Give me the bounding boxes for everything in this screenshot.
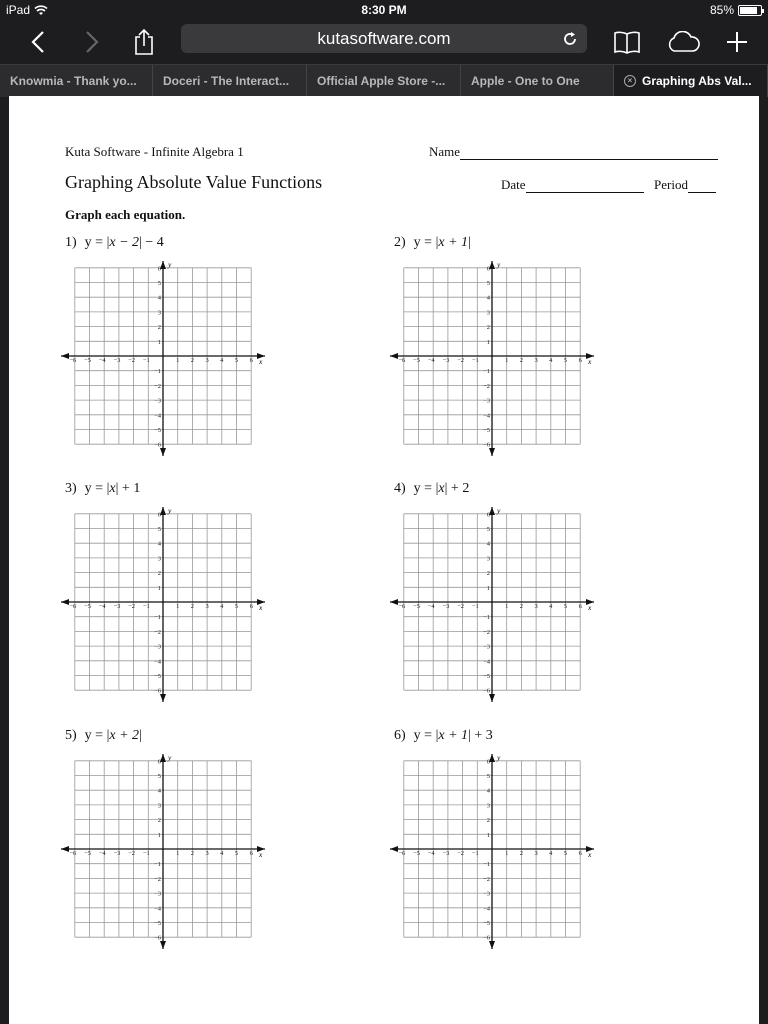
reload-icon	[563, 32, 577, 46]
y-axis-arrow-down	[160, 694, 166, 702]
x-tick-label: −3	[442, 603, 450, 610]
tab-knowmia[interactable]	[0, 65, 153, 97]
y-tick-label: 1	[486, 338, 490, 346]
y-tick-label: −2	[483, 875, 490, 883]
y-tick-label: 6	[486, 265, 490, 273]
abs-bar: |	[139, 235, 146, 250]
equation-constant: + 1	[121, 481, 141, 496]
y-tick-label: −3	[154, 890, 161, 898]
problem-number: 6)	[394, 728, 406, 743]
y-tick-label: −5	[154, 427, 161, 434]
x-tick-label: 1	[505, 357, 509, 364]
problem-equation	[414, 728, 493, 743]
y-tick-label: −6	[483, 441, 490, 449]
y-tick-label: −4	[483, 905, 490, 913]
y-tick-label: 3	[157, 309, 161, 317]
x-tick-label: 4	[220, 603, 224, 610]
x-tick-label: 5	[563, 357, 568, 364]
period-field	[654, 177, 716, 193]
x-tick-label: −2	[128, 603, 136, 610]
y-tick-label: 6	[486, 511, 490, 519]
abs-bar: |	[103, 728, 110, 743]
x-axis-label: x	[588, 603, 592, 612]
abs-argument: x − 2	[109, 235, 140, 250]
y-tick-label: 5	[157, 280, 161, 287]
x-tick-label: −3	[442, 850, 450, 857]
y-axis-label: y	[497, 260, 501, 269]
x-tick-label: −2	[457, 357, 465, 364]
y-tick-label: 6	[486, 758, 490, 766]
problem-equation	[414, 481, 470, 496]
x-tick-label: 3	[534, 850, 538, 857]
worksheet-page	[9, 96, 759, 1024]
close-tab-icon[interactable]: ×	[624, 75, 636, 87]
y-tick-label: 1	[486, 584, 490, 592]
y-tick-label: 6	[157, 511, 161, 519]
chevron-left-icon	[31, 30, 45, 54]
tab-bar	[0, 64, 768, 97]
abs-bar: |	[432, 481, 439, 496]
name-blank	[460, 145, 718, 160]
x-tick-label: −1	[142, 603, 150, 610]
y-tick-label: 1	[157, 338, 161, 346]
x-tick-label: 2	[519, 603, 524, 610]
y-tick-label: −6	[154, 687, 161, 695]
x-tick-label: −1	[471, 850, 479, 857]
abs-argument: x + 1	[438, 728, 469, 743]
page-title: Graphing Absolute Value Functions	[65, 172, 323, 192]
y-tick-label: 4	[486, 540, 490, 548]
x-tick-label: 2	[190, 357, 195, 364]
x-axis-arrow-left	[61, 353, 69, 359]
problem-equation	[85, 481, 141, 496]
y-tick-label: −4	[483, 658, 490, 666]
x-axis-label: x	[259, 357, 263, 366]
x-tick-label: −5	[413, 357, 420, 364]
x-tick-label: −2	[457, 850, 465, 857]
abs-bar: |	[432, 235, 439, 250]
x-tick-label: −4	[427, 357, 435, 364]
y-axis-arrow-down	[160, 941, 166, 949]
y-tick-label: −3	[483, 890, 490, 898]
x-tick-label: −6	[398, 357, 406, 364]
y-tick-label: 5	[157, 773, 161, 780]
x-tick-label: 3	[205, 357, 209, 364]
status-time: 8:30 PM	[361, 3, 407, 17]
abs-bar: |	[432, 728, 439, 743]
x-tick-label: −5	[84, 357, 91, 364]
y-tick-label: −6	[483, 687, 490, 695]
equation-lhs: y =	[413, 728, 433, 743]
abs-bar: |	[468, 235, 471, 250]
y-tick-label: −4	[154, 412, 161, 420]
x-tick-label: 3	[534, 357, 538, 364]
x-tick-label: 5	[234, 850, 239, 857]
x-tick-label: 3	[534, 603, 538, 610]
period-label: Period	[654, 177, 688, 192]
date-label: Date	[501, 177, 526, 192]
y-tick-label: −1	[154, 614, 161, 622]
y-tick-label: −1	[483, 614, 490, 622]
y-axis-arrow-down	[489, 448, 495, 456]
y-tick-label: −3	[154, 397, 161, 405]
coordinate-grid[interactable]	[58, 752, 268, 952]
x-tick-label: 6	[249, 850, 253, 857]
tab-label: Official Apple Store -...	[317, 74, 446, 88]
x-axis-arrow-left	[61, 599, 69, 605]
x-tick-label: −2	[128, 850, 136, 857]
date-field	[501, 177, 644, 193]
y-tick-label: 3	[486, 309, 490, 317]
y-tick-label: −4	[483, 412, 490, 420]
x-tick-label: 1	[176, 850, 180, 857]
y-tick-label: 3	[157, 802, 161, 810]
y-axis-arrow-down	[489, 941, 495, 949]
x-axis-arrow-left	[390, 846, 398, 852]
y-tick-label: 4	[157, 294, 161, 302]
tab-apple-store[interactable]	[307, 65, 461, 97]
y-tick-label: −1	[483, 368, 490, 376]
x-tick-label: −4	[427, 603, 435, 610]
y-axis-label: y	[497, 753, 501, 762]
y-axis-arrow-down	[489, 694, 495, 702]
y-tick-label: 2	[486, 324, 490, 332]
y-tick-label: 4	[157, 540, 161, 548]
browser-toolbar	[0, 20, 768, 64]
x-axis-arrow-left	[61, 846, 69, 852]
x-tick-label: 4	[220, 357, 224, 364]
y-axis-arrow-down	[160, 448, 166, 456]
tab-label: Knowmia - Thank yo...	[10, 74, 137, 88]
problem-equation	[85, 728, 142, 743]
chevron-right-icon	[85, 30, 99, 54]
y-tick-label: 1	[157, 831, 161, 839]
y-tick-label: 2	[157, 570, 161, 578]
x-tick-label: −1	[142, 850, 150, 857]
x-tick-label: −6	[69, 850, 77, 857]
x-tick-label: 5	[563, 850, 568, 857]
y-tick-label: −1	[483, 861, 490, 869]
x-tick-label: −5	[84, 603, 91, 610]
x-tick-label: 5	[234, 603, 239, 610]
x-tick-label: −5	[413, 603, 420, 610]
x-tick-label: 6	[578, 850, 582, 857]
reload-button[interactable]	[563, 24, 577, 53]
problem-number: 1)	[65, 235, 77, 250]
y-tick-label: −5	[483, 920, 490, 927]
y-tick-label: 2	[486, 817, 490, 825]
url-text: kutasoftware.com	[317, 29, 451, 48]
y-tick-label: −5	[483, 427, 490, 434]
instructions: Graph each equation.	[65, 207, 186, 222]
coordinate-grid[interactable]	[58, 505, 268, 705]
y-tick-label: 5	[486, 526, 490, 533]
x-tick-label: −4	[98, 603, 106, 610]
problem-label	[394, 481, 469, 497]
x-tick-label: 3	[205, 603, 209, 610]
abs-bar: |	[444, 481, 451, 496]
tab-doceri[interactable]	[153, 65, 307, 97]
back-button[interactable]	[24, 26, 52, 58]
abs-bar: |	[103, 235, 110, 250]
problem-label	[65, 235, 164, 251]
x-axis-arrow-left	[390, 353, 398, 359]
y-tick-label: 1	[486, 831, 490, 839]
y-tick-label: 3	[486, 802, 490, 810]
icloud-tabs-button[interactable]	[665, 26, 701, 58]
x-tick-label: 6	[578, 357, 582, 364]
y-tick-label: 3	[157, 555, 161, 563]
equation-lhs: y =	[84, 728, 104, 743]
x-tick-label: 2	[190, 850, 195, 857]
x-tick-label: −6	[69, 603, 77, 610]
y-tick-label: −3	[483, 397, 490, 405]
x-tick-label: 4	[220, 850, 224, 857]
y-tick-label: 4	[157, 787, 161, 795]
y-tick-label: 5	[486, 773, 490, 780]
abs-bar: |	[115, 481, 122, 496]
abs-argument: x	[438, 481, 445, 496]
problem-label	[394, 728, 493, 744]
problem-label	[65, 728, 142, 744]
publisher-line: Kuta Software - Infinite Algebra 1	[65, 144, 244, 159]
tab-label: Apple - One to One	[471, 74, 580, 88]
abs-bar: |	[139, 728, 142, 743]
address-bar[interactable]	[181, 24, 587, 53]
problem-number: 4)	[394, 481, 406, 496]
tab-label: Doceri - The Interact...	[163, 74, 290, 88]
period-blank	[688, 178, 716, 193]
status-bar	[0, 0, 768, 20]
y-tick-label: 6	[157, 265, 161, 273]
x-tick-label: 6	[578, 603, 582, 610]
x-tick-label: −6	[398, 603, 406, 610]
x-tick-label: 4	[549, 357, 553, 364]
y-axis-label: y	[168, 506, 172, 515]
y-tick-label: −5	[154, 673, 161, 680]
x-tick-label: −1	[471, 603, 479, 610]
y-tick-label: −2	[483, 382, 490, 390]
plus-icon	[725, 30, 749, 54]
y-tick-label: 2	[486, 570, 490, 578]
y-tick-label: −1	[154, 368, 161, 376]
x-tick-label: 5	[234, 357, 239, 364]
x-axis-label: x	[259, 603, 263, 612]
y-tick-label: −1	[154, 861, 161, 869]
name-label: Name	[429, 144, 461, 159]
x-tick-label: −5	[84, 850, 91, 857]
y-axis-label: y	[497, 506, 501, 515]
equation-lhs: y =	[413, 235, 433, 250]
x-tick-label: −4	[427, 850, 435, 857]
book-icon	[613, 30, 641, 54]
problem-number: 2)	[394, 235, 406, 250]
x-tick-label: −4	[98, 357, 106, 364]
x-tick-label: 2	[519, 357, 524, 364]
x-tick-label: 1	[176, 603, 180, 610]
abs-argument: x + 1	[438, 235, 469, 250]
x-tick-label: 4	[549, 603, 553, 610]
y-tick-label: −4	[154, 658, 161, 666]
x-tick-label: −1	[471, 357, 479, 364]
abs-bar: |	[468, 728, 475, 743]
x-tick-label: 3	[205, 850, 209, 857]
x-axis-label: x	[588, 850, 592, 859]
y-tick-label: −6	[483, 934, 490, 942]
x-tick-label: 2	[190, 603, 195, 610]
y-tick-label: −6	[154, 934, 161, 942]
y-tick-label: 4	[486, 787, 490, 795]
y-tick-label: 3	[486, 555, 490, 563]
y-tick-label: −3	[154, 643, 161, 651]
abs-argument: x	[109, 481, 116, 496]
problem-label	[394, 235, 471, 251]
problem-equation	[414, 235, 471, 250]
coordinate-grid[interactable]	[58, 259, 268, 459]
share-button[interactable]	[130, 26, 158, 58]
x-tick-label: −4	[98, 850, 106, 857]
y-axis-label: y	[168, 260, 172, 269]
abs-argument: x + 2	[109, 728, 140, 743]
x-tick-label: −1	[142, 357, 150, 364]
equation-constant: − 4	[145, 235, 164, 250]
equation-lhs: y =	[413, 481, 433, 496]
x-axis-arrow-left	[390, 599, 398, 605]
coordinate-grid[interactable]	[387, 259, 597, 459]
x-tick-label: 5	[563, 603, 568, 610]
x-tick-label: −2	[128, 357, 136, 364]
share-icon	[133, 28, 155, 56]
x-tick-label: −3	[442, 357, 450, 364]
tab-apple-one-to-one[interactable]	[461, 65, 614, 97]
x-tick-label: −6	[398, 850, 406, 857]
equation-lhs: y =	[84, 235, 104, 250]
y-tick-label: −2	[154, 382, 161, 390]
cloud-icon	[665, 31, 701, 53]
equation-constant: + 3	[474, 728, 493, 743]
battery-percent: 85%	[709, 3, 734, 17]
tab-graphing-abs[interactable]	[614, 65, 768, 97]
x-tick-label: 1	[505, 850, 509, 857]
y-tick-label: −2	[154, 628, 161, 636]
y-tick-label: 6	[157, 758, 161, 766]
x-tick-label: 2	[519, 850, 524, 857]
x-tick-label: −3	[113, 603, 121, 610]
battery-icon	[738, 5, 762, 16]
y-tick-label: −2	[483, 628, 490, 636]
bookmarks-button[interactable]	[612, 26, 642, 58]
x-tick-label: −5	[413, 850, 420, 857]
y-tick-label: 2	[157, 817, 161, 825]
new-tab-button[interactable]	[724, 26, 750, 58]
y-axis-label: y	[168, 753, 172, 762]
tab-label: Graphing Abs Val...	[642, 74, 752, 88]
forward-button[interactable]	[78, 26, 106, 58]
coordinate-grid[interactable]	[387, 505, 597, 705]
x-tick-label: −2	[457, 603, 465, 610]
y-tick-label: −2	[154, 875, 161, 883]
y-tick-label: 5	[486, 280, 490, 287]
equation-constant: + 2	[450, 481, 470, 496]
problem-number: 3)	[65, 481, 77, 496]
x-tick-label: 6	[249, 603, 253, 610]
x-tick-label: −6	[69, 357, 77, 364]
date-blank	[526, 178, 644, 193]
y-tick-label: −5	[483, 673, 490, 680]
problem-label	[65, 481, 140, 497]
y-tick-label: 4	[486, 294, 490, 302]
y-tick-label: −5	[154, 920, 161, 927]
y-tick-label: 5	[157, 526, 161, 533]
y-tick-label: −4	[154, 905, 161, 913]
coordinate-grid[interactable]	[387, 752, 597, 952]
x-axis-label: x	[259, 850, 263, 859]
x-tick-label: −3	[113, 357, 121, 364]
x-tick-label: 1	[176, 357, 180, 364]
x-tick-label: 4	[549, 850, 553, 857]
device-label: iPad	[6, 3, 31, 17]
x-axis-label: x	[588, 357, 592, 366]
equation-lhs: y =	[84, 481, 104, 496]
x-tick-label: −3	[113, 850, 121, 857]
y-tick-label: −3	[483, 643, 490, 651]
y-tick-label: 2	[157, 324, 161, 332]
problem-number: 5)	[65, 728, 77, 743]
x-tick-label: 1	[505, 603, 509, 610]
name-field	[429, 144, 718, 160]
y-tick-label: −6	[154, 441, 161, 449]
y-tick-label: 1	[157, 584, 161, 592]
x-tick-label: 6	[249, 357, 253, 364]
abs-bar: |	[103, 481, 110, 496]
problem-equation	[85, 235, 164, 250]
